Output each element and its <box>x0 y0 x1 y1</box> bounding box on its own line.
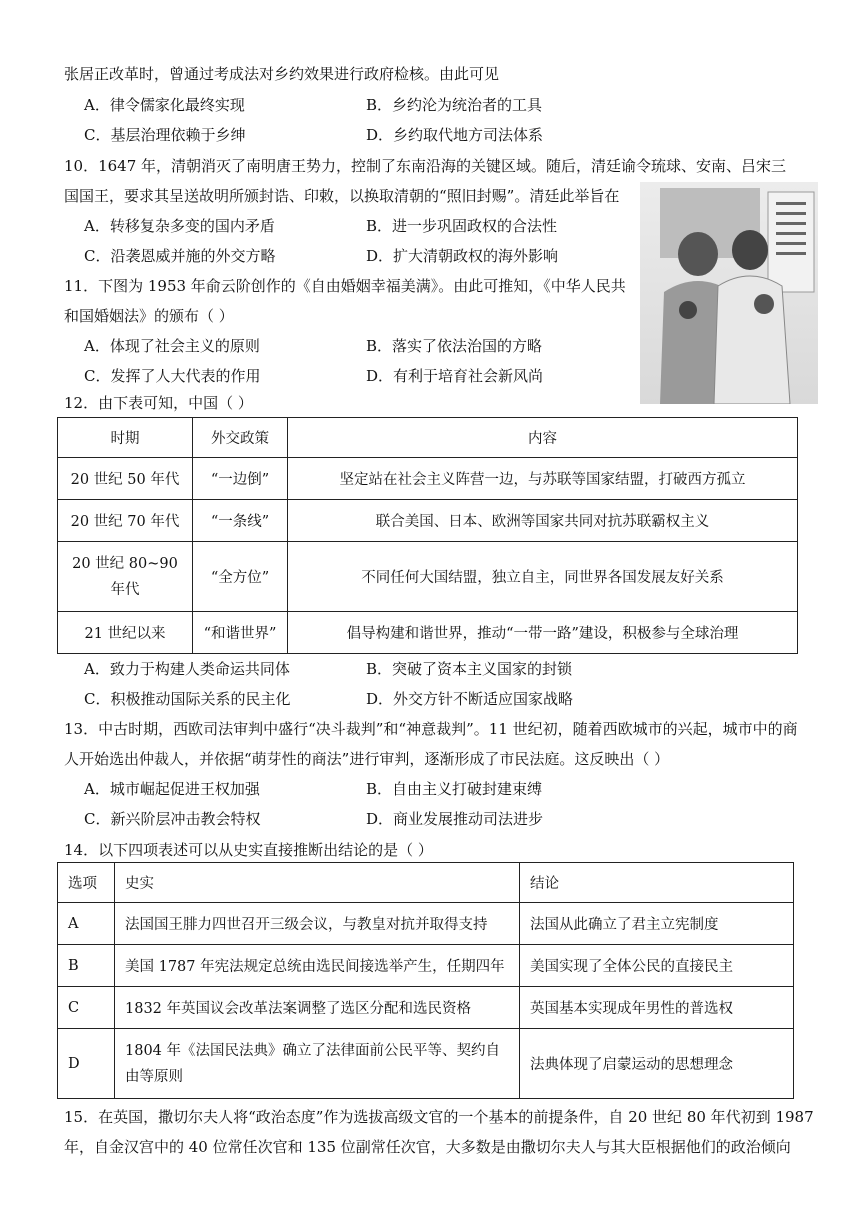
q13-option-a[interactable]: A．城市崛起促进王权加强 <box>84 780 260 798</box>
table-cell: 英国基本实现成年男性的普选权 <box>520 987 794 1029</box>
header-fact: 史实 <box>115 863 520 903</box>
table-cell: “和谐世界” <box>193 612 288 654</box>
history-conclusion-table <box>57 862 794 1099</box>
table-cell: 联合美国、日本、欧洲等国家共同对抗苏联霸权主义 <box>288 500 798 542</box>
table-header-row <box>58 863 794 903</box>
q14-stem: 14．以下四项表述可以从史实直接推断出结论的是（ ） <box>64 841 433 859</box>
q10-option-a[interactable]: A．转移复杂多变的国内矛盾 <box>84 217 275 235</box>
q12-option-c[interactable]: C．积极推动国际关系的民主化 <box>84 690 291 708</box>
table-cell: B <box>58 945 115 987</box>
table-cell: 20 世纪 80~90 年代 <box>58 542 193 612</box>
q13-option-c[interactable]: C．新兴阶层冲击教会特权 <box>84 810 261 828</box>
q11-option-c[interactable]: C．发挥了人大代表的作用 <box>84 367 261 385</box>
table-cell: 坚定站在社会主义阵营一边，与苏联等国家结盟，打破西方孤立 <box>288 458 798 500</box>
q10-option-b[interactable]: B．进一步巩固政权的合法性 <box>366 217 558 235</box>
q12-option-d[interactable]: D．外交方针不断适应国家战略 <box>366 690 574 708</box>
marriage-poster-image <box>640 182 818 404</box>
table-cell: 美国 1787 年宪法规定总统由选民间接选举产生，任期四年 <box>115 945 520 987</box>
table-row <box>58 542 798 612</box>
table-cell: 法典体现了启蒙运动的思想理念 <box>520 1029 794 1099</box>
table-cell: “一条线” <box>193 500 288 542</box>
header-period: 时期 <box>58 418 193 458</box>
q12-option-a[interactable]: A．致力于构建人类命运共同体 <box>84 660 290 678</box>
q10-stem-line2: 国国王，要求其呈送故明所颁封诰、印敕，以换取清朝的“照旧封赐”。清廷此举旨在 <box>64 187 620 205</box>
q11-stem-line2: 和国婚姻法》的颁布（ ） <box>64 307 234 325</box>
table-row <box>58 458 798 500</box>
q9-option-c[interactable]: C．基层治理依赖于乡绅 <box>84 126 246 144</box>
table-cell: “一边倒” <box>193 458 288 500</box>
q9-option-a[interactable]: A．律令儒家化最终实现 <box>84 96 245 114</box>
table-row <box>58 903 794 945</box>
header-content: 内容 <box>288 418 798 458</box>
q9-option-d[interactable]: D．乡约取代地方司法体系 <box>366 126 544 144</box>
table-cell: C <box>58 987 115 1029</box>
q12-option-b[interactable]: B．突破了资本主义国家的封锁 <box>366 660 573 678</box>
q15-stem-line1: 15．在英国，撒切尔夫人将“政治态度”作为选拔高级文官的一个基本的前提条件，自 20 世纪 80 年代初到 1987 <box>64 1108 814 1126</box>
table-row <box>58 945 794 987</box>
table-cell: 1832 年英国议会改革法案调整了选区分配和选民资格 <box>115 987 520 1029</box>
header-option: 选项 <box>58 863 115 903</box>
foreign-policy-table <box>57 417 798 654</box>
q9-option-b[interactable]: B．乡约沦为统治者的工具 <box>366 96 543 114</box>
table-cell: 21 世纪以来 <box>58 612 193 654</box>
table-cell: 美国实现了全体公民的直接民主 <box>520 945 794 987</box>
table-cell: 不同任何大国结盟，独立自主，同世界各国发展友好关系 <box>288 542 798 612</box>
header-conclusion: 结论 <box>520 863 794 903</box>
q13-option-d[interactable]: D．商业发展推动司法进步 <box>366 810 544 828</box>
q15-stem-line2: 年，自金汉宫中的 40 位常任次官和 135 位副常任次官，大多数是由撒切尔夫人与其大臣根据他们的政治倾向 <box>64 1138 791 1156</box>
table-cell: 法国从此确立了君主立宪制度 <box>520 903 794 945</box>
q13-stem-line2: 人开始选出仲裁人，并依据“萌芽性的商法”进行审判，逐渐形成了市民法庭。这反映出（ ） <box>64 750 670 768</box>
q13-option-b[interactable]: B．自由主义打破封建束缚 <box>366 780 543 798</box>
table-row <box>58 612 798 654</box>
table-cell: 20 世纪 50 年代 <box>58 458 193 500</box>
q11-stem-line1: 11．下图为 1953 年俞云阶创作的《自由婚姻幸福美满》。由此可推知，《中华人民共 <box>64 277 626 295</box>
table-row <box>58 500 798 542</box>
q10-option-c[interactable]: C．沿袭恩威并施的外交方略 <box>84 247 276 265</box>
q11-option-d[interactable]: D．有利于培育社会新风尚 <box>366 367 544 385</box>
q11-option-b[interactable]: B．落实了依法治国的方略 <box>366 337 543 355</box>
q12-stem: 12．由下表可知，中国（ ） <box>64 394 253 412</box>
table-cell: A <box>58 903 115 945</box>
q10-option-d[interactable]: D．扩大清朝政权的海外影响 <box>366 247 559 265</box>
q10-stem-line1: 10．1647 年，清朝消灭了南明唐王势力，控制了东南沿海的关键区域。随后，清廷谕令琉球、安南、吕宋三 <box>64 157 787 175</box>
q11-option-a[interactable]: A．体现了社会主义的原则 <box>84 337 260 355</box>
q13-stem-line1: 13．中古时期，西欧司法审判中盛行“决斗裁判”和“神意裁判”。11 世纪初，随着西欧城市的兴起，城市中的商 <box>64 720 798 738</box>
table-cell: 1804 年《法国民法典》确立了法律面前公民平等、契约自由等原则 <box>115 1029 520 1099</box>
q9-stem-tail: 张居正改革时，曾通过考成法对乡约效果进行政府检核。由此可见 <box>64 65 500 83</box>
table-cell: 20 世纪 70 年代 <box>58 500 193 542</box>
table-row <box>58 987 794 1029</box>
table-cell: “全方位” <box>193 542 288 612</box>
table-cell: 法国国王腓力四世召开三级会议，与教皇对抗并取得支持 <box>115 903 520 945</box>
table-header-row <box>58 418 798 458</box>
table-row <box>58 1029 794 1099</box>
table-cell: 倡导构建和谐世界，推动“一带一路”建设，积极参与全球治理 <box>288 612 798 654</box>
table-cell: D <box>58 1029 115 1099</box>
header-policy: 外交政策 <box>193 418 288 458</box>
